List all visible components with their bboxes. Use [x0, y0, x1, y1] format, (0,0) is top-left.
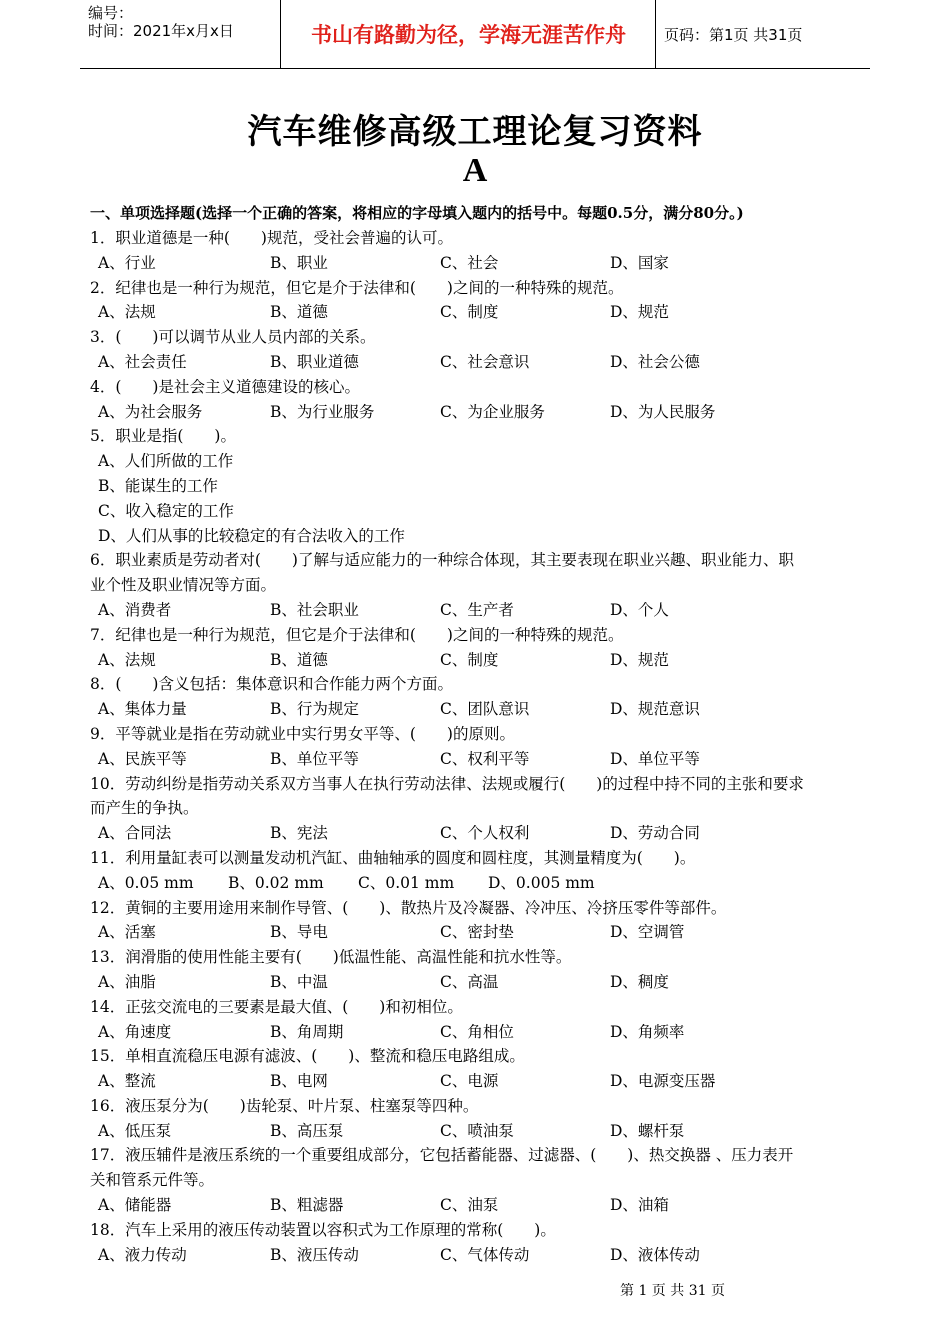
- answer-option: D、稠度: [610, 972, 669, 991]
- answer-option: D、规范意识: [610, 700, 700, 719]
- question-item: [90, 846, 862, 896]
- answer-options: [90, 1193, 862, 1218]
- answer-options: [90, 697, 862, 722]
- question-text: 10．劳动纠纷是指劳动关系双方当事人在执行劳动法律、法规或履行( )的过程中持不同的主张和要求: [90, 774, 804, 793]
- question-item: [90, 1044, 862, 1094]
- answer-option: B、为行业服务: [270, 402, 375, 421]
- question-item: [90, 375, 862, 425]
- question-text: 15．单相直流稳压电源有滤波、( )、整流和稳压电路组成。: [90, 1047, 525, 1066]
- header-meta: [88, 4, 234, 40]
- question-item: [90, 424, 862, 548]
- header-motto: 书山有路勤为径，学海无涯苦作舟: [311, 23, 626, 47]
- answer-option: A、0.05 mm: [98, 873, 194, 892]
- question-text: 业个性及职业情况等方面。: [90, 576, 277, 595]
- answer-option: A、集体力量: [98, 700, 187, 719]
- answer-options: [90, 871, 862, 896]
- answer-options: [90, 400, 862, 425]
- answer-option: A、低压泵: [98, 1121, 172, 1140]
- answer-option: C、制度: [440, 303, 499, 322]
- answer-option: B、道德: [270, 303, 328, 322]
- answer-option: B、能谋生的工作: [98, 476, 218, 495]
- answer-option: A、液力传动: [98, 1245, 187, 1264]
- answer-options: [90, 747, 862, 772]
- answer-option: C、社会意识: [440, 352, 530, 371]
- answer-options: [90, 821, 862, 846]
- answer-option: B、粗滤器: [270, 1196, 344, 1215]
- answer-option: C、权利平等: [440, 749, 530, 768]
- header-page-info: 页码：第1页 共31页: [664, 26, 803, 44]
- answer-option: B、角周期: [270, 1022, 344, 1041]
- answer-option: A、社会责任: [98, 352, 187, 371]
- answer-option: B、社会职业: [270, 600, 359, 619]
- answer-options: [90, 251, 862, 276]
- question-text: 11．利用量缸表可以测量发动机汽缸、曲轴轴承的圆度和圆柱度，其测量精度为( )。: [90, 848, 696, 867]
- question-text: 而产生的争执。: [90, 799, 199, 818]
- answer-options: [90, 920, 862, 945]
- answer-option: B、职业: [270, 253, 328, 272]
- answer-option: D、人们从事的比较稳定的有合法收入的工作: [98, 526, 405, 545]
- answer-option: C、团队意识: [440, 700, 530, 719]
- answer-option: A、民族平等: [98, 749, 187, 768]
- question-text: 14．正弦交流电的三要素是最大值、( )和初相位。: [90, 997, 463, 1016]
- answer-option: A、整流: [98, 1072, 156, 1091]
- question-list: [90, 200, 862, 1267]
- answer-option: B、中温: [270, 972, 328, 991]
- answer-option: D、为人民服务: [610, 402, 716, 421]
- answer-option: C、社会: [440, 253, 499, 272]
- question-text: 1．职业道德是一种( )规范，受社会普遍的认可。: [90, 229, 453, 247]
- answer-option: C、密封垫: [440, 923, 514, 942]
- answer-option: A、角速度: [98, 1022, 172, 1041]
- question-text: 9．平等就业是指在劳动就业中实行男女平等、( )的原则。: [90, 724, 515, 743]
- answer-option: B、行为规定: [270, 700, 359, 719]
- answer-options: [90, 1020, 862, 1045]
- answer-option: B、电网: [270, 1072, 328, 1091]
- answer-option: D、螺杆泵: [610, 1121, 685, 1140]
- answer-option: C、制度: [440, 650, 499, 669]
- answer-option: D、单位平等: [610, 749, 700, 768]
- answer-option: D、规范: [610, 650, 669, 669]
- answer-options: [90, 1119, 862, 1144]
- answer-option: C、电源: [440, 1072, 499, 1091]
- answer-option: B、液压传动: [270, 1245, 359, 1264]
- question-item: [90, 276, 862, 326]
- header-divider: [280, 0, 281, 68]
- question-text: 关和管系元件等。: [90, 1171, 215, 1190]
- answer-option: D、空调管: [610, 923, 685, 942]
- answer-option: A、行业: [98, 253, 156, 272]
- answer-option: D、油箱: [610, 1196, 669, 1215]
- question-item: [90, 945, 862, 995]
- question-text: 18．汽车上采用的液压传动装置以容积式为工作原理的常称( )。: [90, 1220, 556, 1239]
- header-number: 编号：: [88, 4, 134, 22]
- answer-option: A、法规: [98, 650, 156, 669]
- answer-option: D、规范: [610, 303, 669, 322]
- answer-option: C、高温: [440, 972, 499, 991]
- question-item: [90, 1143, 862, 1217]
- answer-option: B、职业道德: [270, 352, 359, 371]
- answer-options: [90, 350, 862, 375]
- answer-option: D、角频率: [610, 1022, 685, 1041]
- answer-option: B、单位平等: [270, 749, 359, 768]
- answer-option: D、电源变压器: [610, 1072, 716, 1091]
- answer-options: [90, 300, 862, 325]
- answer-option: A、活塞: [98, 923, 156, 942]
- answer-option: D、社会公德: [610, 352, 700, 371]
- document-subtitle: A: [462, 152, 488, 189]
- section-heading: 一、单项选择题(选择一个正确的答案，将相应的字母填入题内的括号中。每题0.5分，满分80分。): [90, 204, 744, 222]
- question-item: [90, 1094, 862, 1144]
- question-text: 8．( )含义包括：集体意识和合作能力两个方面。: [90, 675, 453, 694]
- question-item: [90, 623, 862, 673]
- answer-option: D、国家: [610, 253, 669, 272]
- answer-option: B、宪法: [270, 824, 328, 843]
- answer-option: C、喷油泵: [440, 1121, 514, 1140]
- question-text: 5．职业是指( )。: [90, 427, 236, 446]
- page-header: [80, 0, 870, 69]
- answer-options: [90, 598, 862, 623]
- answer-option: B、导电: [270, 923, 328, 942]
- answer-option: D、劳动合同: [610, 824, 700, 843]
- answer-option: D、液体传动: [610, 1245, 700, 1264]
- answer-option: C、收入稳定的工作: [98, 501, 234, 520]
- answer-option: C、个人权利: [440, 824, 530, 843]
- answer-options: [90, 1069, 862, 1094]
- answer-options: [90, 648, 862, 673]
- question-text: 7．纪律也是一种行为规范，但它是介于法律和( )之间的一种特殊的规范。: [90, 625, 624, 644]
- answer-option: A、油脂: [98, 972, 156, 991]
- answer-option: C、0.01 mm: [358, 873, 455, 892]
- answer-option: A、合同法: [98, 824, 172, 843]
- answer-option: C、生产者: [440, 600, 514, 619]
- answer-option: A、为社会服务: [98, 402, 203, 421]
- header-time: 时间：2021年x月x日: [88, 22, 234, 40]
- answer-option: C、为企业服务: [440, 402, 545, 421]
- answer-option: B、道德: [270, 650, 328, 669]
- answer-option: D、0.005 mm: [488, 873, 595, 892]
- question-item: [90, 548, 862, 622]
- page-footer: 第 1 页 共 31 页: [620, 1283, 725, 1299]
- question-item: [90, 1218, 862, 1268]
- question-item: [90, 995, 862, 1045]
- answer-option: A、法规: [98, 303, 156, 322]
- answer-option: A、人们所做的工作: [98, 452, 234, 471]
- document-title: 汽车维修高级工理论复习资料: [247, 112, 703, 152]
- answer-options: [90, 970, 862, 995]
- question-text: 6．职业素质是劳动者对( )了解与适应能力的一种综合体现，其主要表现在职业兴趣、职业能力、职: [90, 551, 794, 570]
- question-item: [90, 226, 862, 276]
- question-item: [90, 772, 862, 846]
- question-text: 4．( )是社会主义道德建设的核心。: [90, 377, 360, 396]
- question-item: [90, 325, 862, 375]
- answer-option: A、储能器: [98, 1196, 172, 1215]
- question-text: 13．润滑脂的使用性能主要有( )低温性能、高温性能和抗水性等。: [90, 948, 572, 967]
- answer-option: B、高压泵: [270, 1121, 344, 1140]
- question-text: 3．( )可以调节从业人员内部的关系。: [90, 328, 376, 347]
- question-item: [90, 672, 862, 722]
- question-text: 17．液压辅件是液压系统的一个重要组成部分，它包括蓄能器、过滤器、( )、热交换器 、压力表开: [90, 1146, 794, 1165]
- answer-option: C、气体传动: [440, 1245, 530, 1264]
- answer-options: [90, 1243, 862, 1268]
- question-item: [90, 896, 862, 946]
- answer-option: D、个人: [610, 600, 669, 619]
- answer-option: A、消费者: [98, 600, 172, 619]
- answer-option: B、0.02 mm: [228, 873, 324, 892]
- question-text: 12．黄铜的主要用途用来制作导管、( )、散热片及冷凝器、冷冲压、冷挤压零件等部件。: [90, 898, 727, 917]
- question-text: 2．纪律也是一种行为规范，但它是介于法律和( )之间的一种特殊的规范。: [90, 278, 624, 297]
- answer-option: C、油泵: [440, 1196, 499, 1215]
- header-divider: [655, 0, 656, 68]
- answer-option: C、角相位: [440, 1022, 514, 1041]
- question-text: 16．液压泵分为( )齿轮泵、叶片泵、柱塞泵等四种。: [90, 1096, 479, 1115]
- question-item: [90, 722, 862, 772]
